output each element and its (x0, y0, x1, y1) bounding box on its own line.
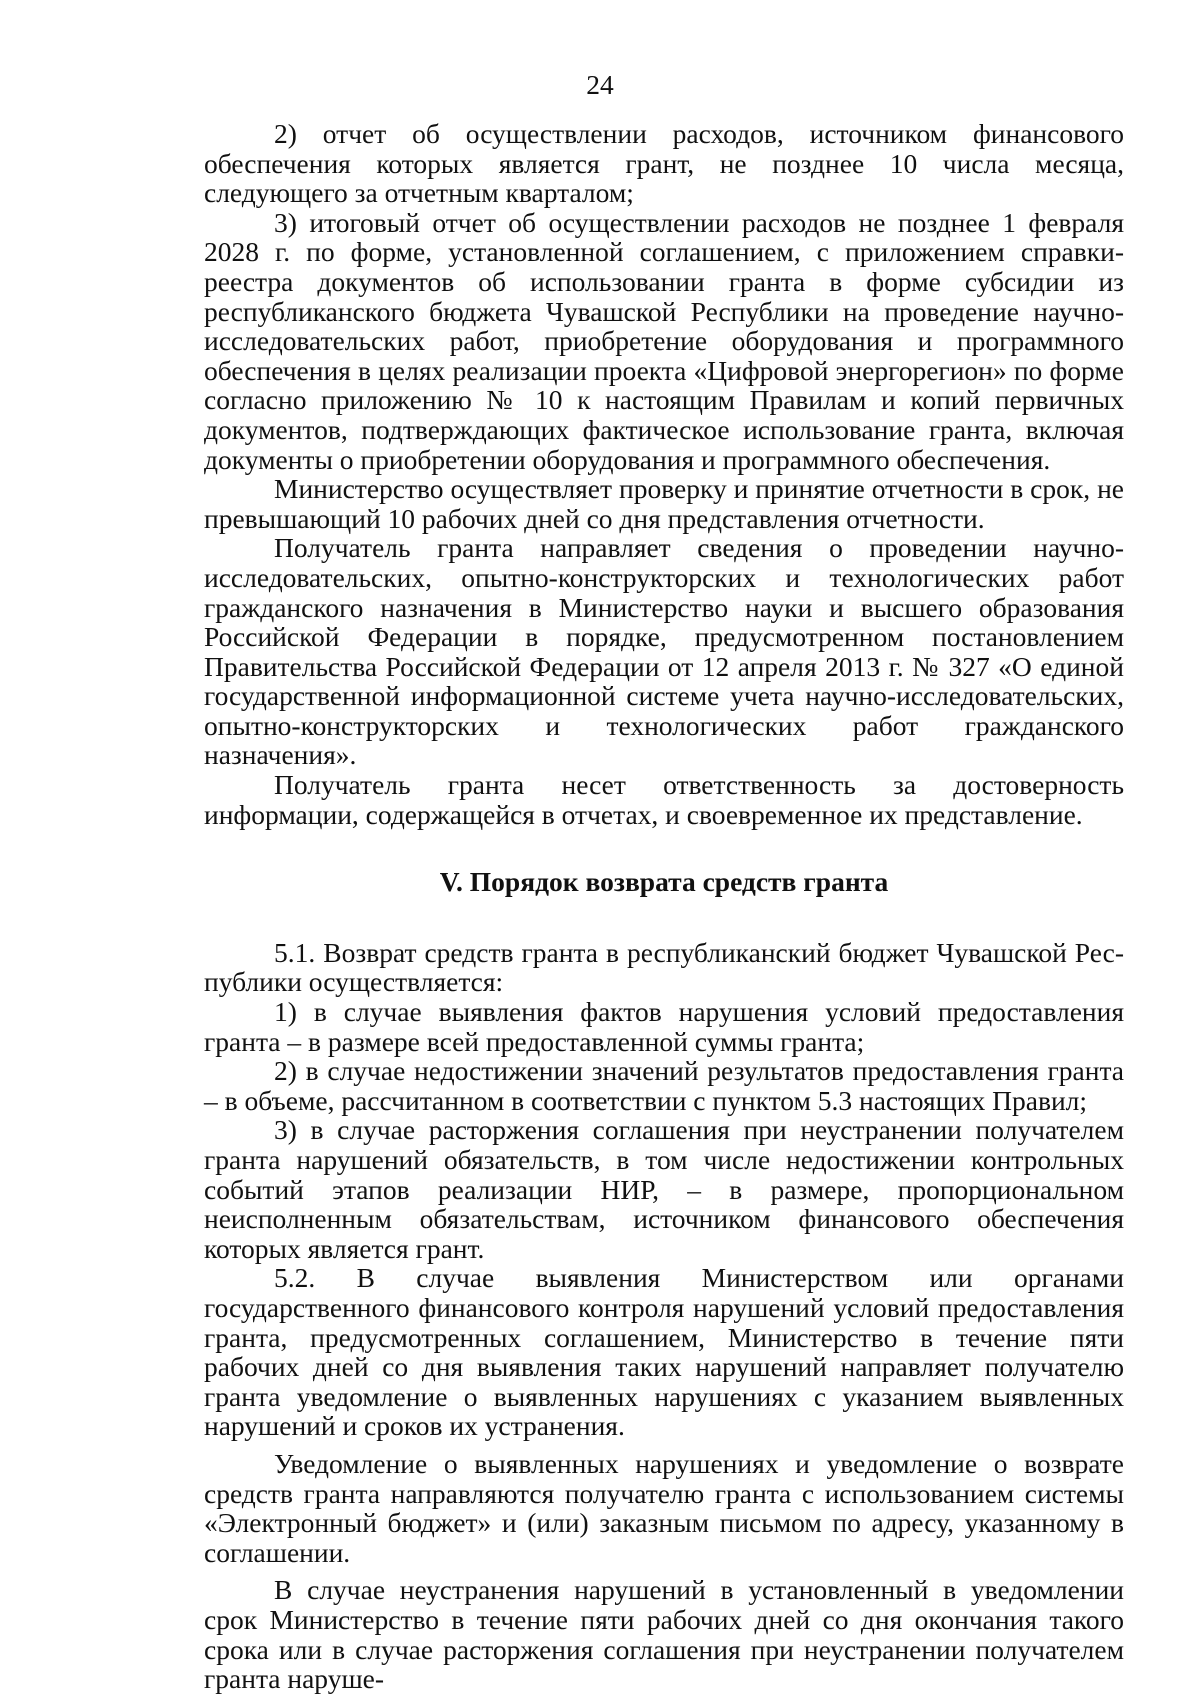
paragraph-non-elimination: В случае неустранения нарушений в установленный в уведомлении срок Министерство в течение пяти рабочих дней со дня окончания такого срока или в случае расторжения соглашения при неустранении получателем гранта наруше- (204, 1574, 1124, 1695)
section-heading: V. Порядок возврата средств гранта (439, 866, 889, 898)
paragraph-report-quarterly: 2) отчет об осуществлении расходов, источником финансового обеспечения которых является грант, не позднее 10 числа месяца, следующего за отчетным кварталом; (204, 118, 1124, 209)
paragraph-ministry-check: Министерство осуществляет проверку и принятие отчетности в срок, не превышающий 10 рабочих дней со дня представления отчетности. (204, 473, 1124, 534)
document-body (204, 119, 1124, 1694)
page-number: 24 (586, 69, 614, 100)
paragraph-notification: Уведомление о выявленных нарушениях и уведомление о возврате средств гранта направляются получателю гранта с использованием системы «Электронный бюджет» и (или) заказным письмом по адресу, указанному в соглашении. (204, 1447, 1124, 1568)
paragraph-5-1-item-2: 2) в случае недостижении значений результатов предоставления гранта – в объеме, рассчитанном в соответствии с пунктом 5.3 настоящих Правил; (204, 1055, 1124, 1116)
paragraph-5-1: 5.1. Возврат средств гранта в республиканский бюджет Чувашской Республики осуществляется: (204, 936, 1124, 998)
paragraph-recipient-information: Получатель гранта направляет сведения о проведении научно-исследовательских, опытно-конструкторских и технологических работ гражданского назначения в Министерство науки и высшего образования Российской Федерации в порядке, предусмотренном постановлением Правительства Российской Федерации от 12 апреля 2013 г. № 327 «О единой государственной информационной системе учета научно-исследовательских, опытно-конструкторских и технологических работ гражданского назначения». (204, 532, 1124, 771)
paragraph-5-1-item-1: 1) в случае выявления фактов нарушения условий предоставления гранта – в размере всей предоставленной суммы гранта; (204, 996, 1124, 1057)
paragraph-recipient-responsibility: Получатель гранта несет ответственность за достоверность информации, содержащейся в отчетах, и своевременное их представление. (204, 769, 1124, 830)
paragraph-5-2: 5.2. В случае выявления Министерством или органами государственного финансового контроля нарушений условий предоставления гранта, предусмотренных соглашением, Министерство в течение пяти рабочих дней со дня выявления таких нарушений направляет получателю гранта уведомление о выявленных нарушениях с указанием выявленных нарушений и сроков их устранения. (204, 1262, 1124, 1442)
paragraph-final-report: 3) итоговый отчет об осуществлении расходов не позднее 1 февраля 2028 г. по форме, установленной соглашением, с приложением справки-реестра документов об использовании гранта в форме субсидии из республиканского бюджета Чувашской Республики на проведение научно-исследовательских работ, приобретение оборудования и программного обеспечения в целях реализации проекта «Цифровой энергорегион» по форме согласно приложению № 10 к настоящим Правилам и копий первичных документов, подтверждающих фактическое использование гранта, включая документы о приобретении оборудования и программного обеспечения. (204, 206, 1124, 475)
paragraph-5-1-item-3: 3) в случае расторжения соглашения при неустранении получателем гранта нарушений обязательств, в том числе недостижении контрольных событий этапов реализации НИР, – в размере, пропорциональном неисполненным обязательствам, источником финансового обеспечения которых является грант. (204, 1114, 1124, 1264)
